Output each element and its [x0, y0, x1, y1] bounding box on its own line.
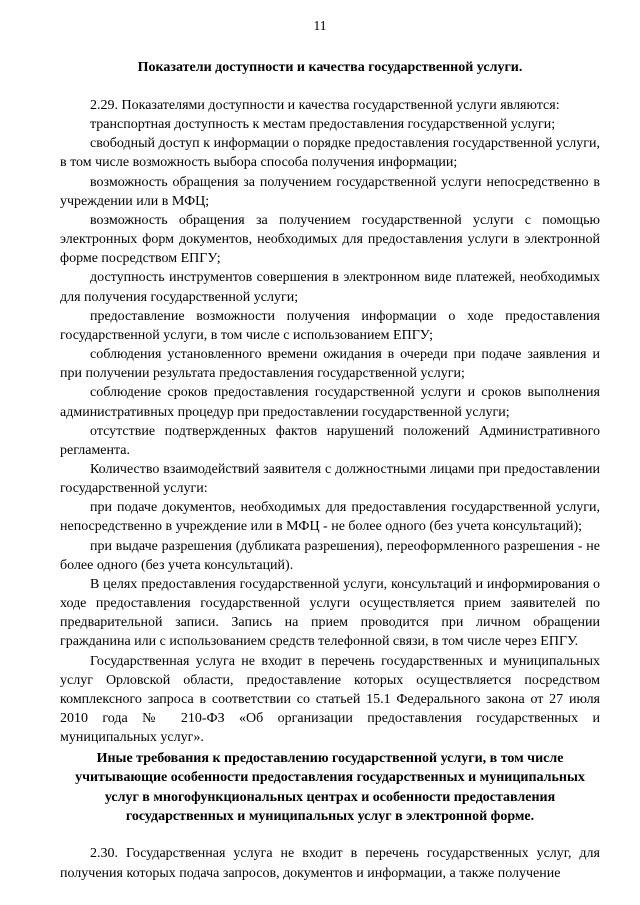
paragraph: транспортная доступность к местам предоставления государственной услуги; — [90, 117, 556, 133]
section-title-other-requirements: Иные требования к предоставлению государственной услуги, в том числе учитывающие особенности предоставления государственных и муниципальных услуг в многофункциональных центрах и особенности предоставления государственных и муниципальных услуг в электронной форме. — [75, 751, 585, 825]
paragraph: отсутствие подтвержденных фактов нарушений положений Административного регламента. — [60, 423, 600, 458]
section-body-accessibility — [60, 96, 600, 747]
paragraph: свободный доступ к информации о порядке предоставления государственной услуги, в том числе возможность выбора способа получения информации; — [60, 136, 600, 171]
page-number: 11 — [313, 18, 327, 33]
paragraph: предоставление возможности получения информации о ходе предоставления государственной услуги, в том числе с использованием ЕПГУ; — [60, 308, 600, 343]
section-body-other-requirements — [60, 844, 600, 883]
paragraph: Количество взаимодействий заявителя с должностными лицами при предоставлении государственной услуги: — [60, 461, 600, 497]
paragraph: при подаче документов, необходимых для предоставления государственной услуги, непосредственно в учреждение или в МФЦ - не более одного (без учета консультаций); — [60, 500, 600, 535]
paragraph: доступность инструментов совершения в электронном виде платежей, необходимых для получения государственной услуги; — [60, 270, 600, 305]
paragraph: возможность обращения за получением государственной услуги с помощью электронных форм документов, необходимых для предоставления услуги в электронной форме посредством ЕПГУ; — [60, 212, 600, 267]
paragraph: соблюдение сроков предоставления государственной услуги и сроков выполнения административных процедур при предоставлении государственной услуги; — [60, 385, 600, 420]
section-title-accessibility: Показатели доступности и качества государственной услуги. — [137, 60, 523, 75]
paragraph: Государственная услуга не входит в перечень государственных и муниципальных услуг Орловской области, предоставление которых осуществляется посредством комплексного запроса в соответствии со статьей 15.1 Федерального закона от 27 июля 2010 года № 210-ФЗ «Об организации предоставления государственных и муниципальных услуг». — [60, 653, 600, 746]
paragraph: 2.30. Государственная услуга не входит в перечень государственных услуг, для получения которых подача запросов, документов и информации, а также получение — [60, 846, 600, 881]
paragraph: В целях предоставления государственной услуги, консультаций и информирования о ходе предоставления государственной услуги осуществляется прием заявителей по предварительной записи. Запись на прием проводится при личном обращении гражданина или с использованием средств телефонной связи, в том числе через ЕПГУ. — [60, 576, 600, 650]
paragraph: при выдаче разрешения (дубликата разрешения), переоформленного разрешения - не более одного (без учета консультаций). — [60, 538, 600, 573]
paragraph: 2.29. Показателями доступности и качества государственной услуги являются: — [90, 98, 560, 113]
paragraph: соблюдения установленного времени ожидания в очереди при подаче заявления и при получении результата предоставления государственной услуги; — [60, 347, 600, 382]
paragraph: возможность обращения за получением государственной услуги непосредственно в учреждении или в МФЦ; — [60, 174, 600, 209]
